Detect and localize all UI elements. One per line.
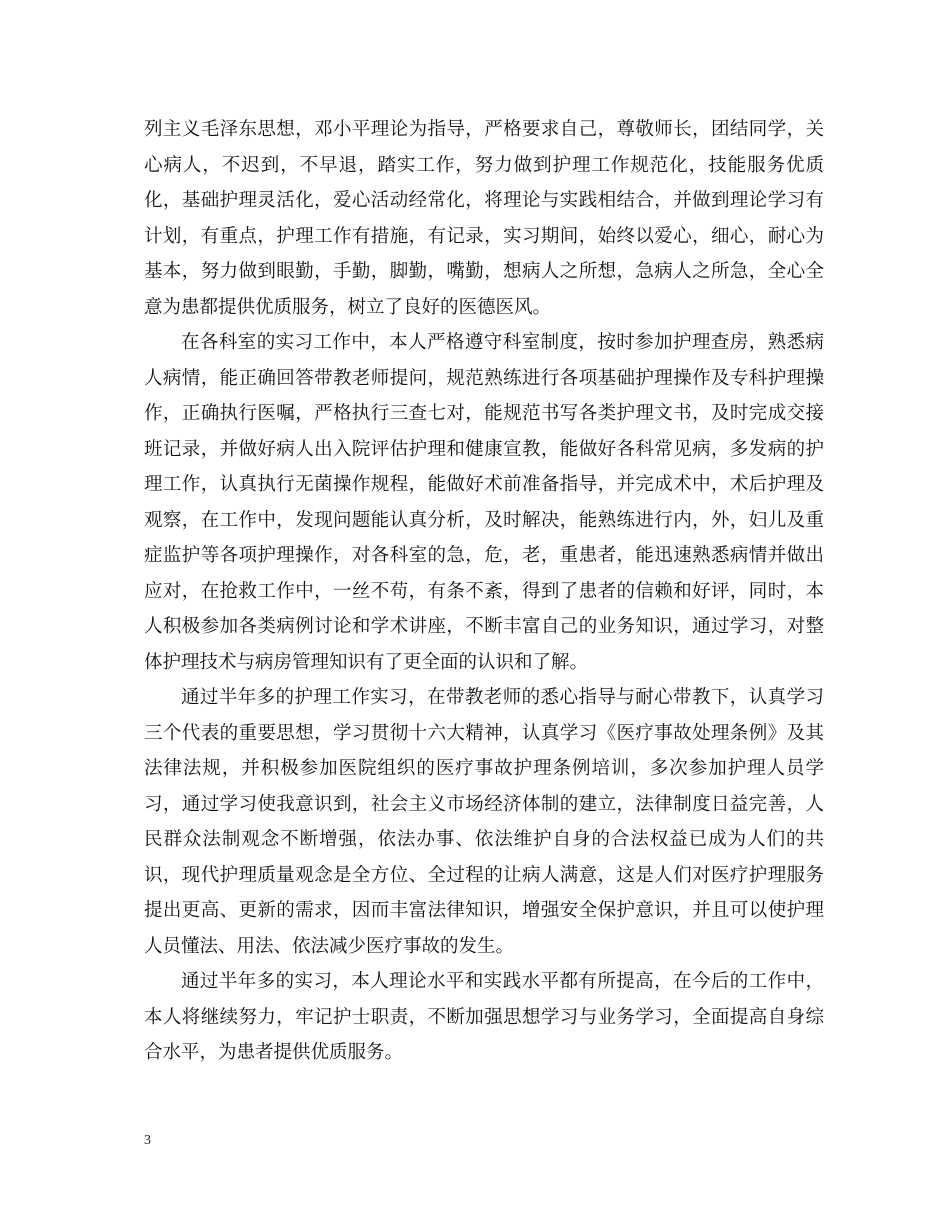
paragraph-conclusion: 通过半年多的实习，本人理论水平和实践水平都有所提高，在今后的工作中，本人将继续努力，牢记护士职责，不断加强思想学习与业务学习，全面提高自身综合水平，为患者提供优质服务。	[144, 971, 824, 1063]
paragraph-department-internship: 在各科室的实习工作中，本人严格遵守科室制度，按时参加护理查房，熟悉病人病情，能正确回答带教老师提问，规范熟练进行各项基础护理操作及专科护理操作，正确执行医嘱，严格执行三查七对，能规范书写各类护理文书，及时完成交接班记录，并做好病人出入院评估护理和健康宣教，能做好各科常见病，多发病的护理工作，认真执行无菌操作规程，能做好术前准备指导，并完成术中，术后护理及观察，在工作中，发现问题能认真分析，及时解决，能熟练进行内，外，妇儿及重症监护等各项护理操作，对各科室的急，危，老，重患者，能迅速熟悉病情并做出应对，在抢救工作中，一丝不苟，有条不紊，得到了患者的信赖和好评，同时，本人积极参加各类病例讨论和学术讲座，不断丰富自己的业务知识，通过学习，对整体护理技术与病房管理知识有了更全面的认识和了解。	[144, 332, 824, 673]
page-number: 3	[144, 1133, 151, 1148]
document-body	[144, 112, 824, 1071]
paragraph-continuation: 列主义毛泽东思想，邓小平理论为指导，严格要求自己，尊敬师长，团结同学，关心病人，不迟到，不早退，踏实工作，努力做到护理工作规范化，技能服务优质化，基础护理灵活化，爱心活动经常化，将理论与实践相结合，并做到理论学习有计划，有重点，护理工作有措施，有记录，实习期间，始终以爱心，细心，耐心为基本，努力做到眼勤，手勤，脚勤，嘴勤，想病人之所想，急病人之所急，全心全意为患都提供优质服务，树立了良好的医德医风。	[144, 119, 824, 318]
paragraph-legal-study: 通过半年多的护理工作实习，在带教老师的悉心指导与耐心带教下，认真学习三个代表的重要思想，学习贯彻十六大精神，认真学习《医疗事故处理条例》及其法律法规，并积极参加医院组织的医疗事故护理条例培训，多次参加护理人员学习，通过学习使我意识到，社会主义市场经济体制的建立，法律制度日益完善，人民群众法制观念不断增强，依法办事、依法维护自身的合法权益已成为人们的共识，现代护理质量观念是全方位、全过程的让病人满意，这是人们对医疗护理服务提出更高、更新的需求，因而丰富法律知识，增强安全保护意识，并且可以使护理人员懂法、用法、依法减少医疗事故的发生。	[144, 687, 824, 957]
